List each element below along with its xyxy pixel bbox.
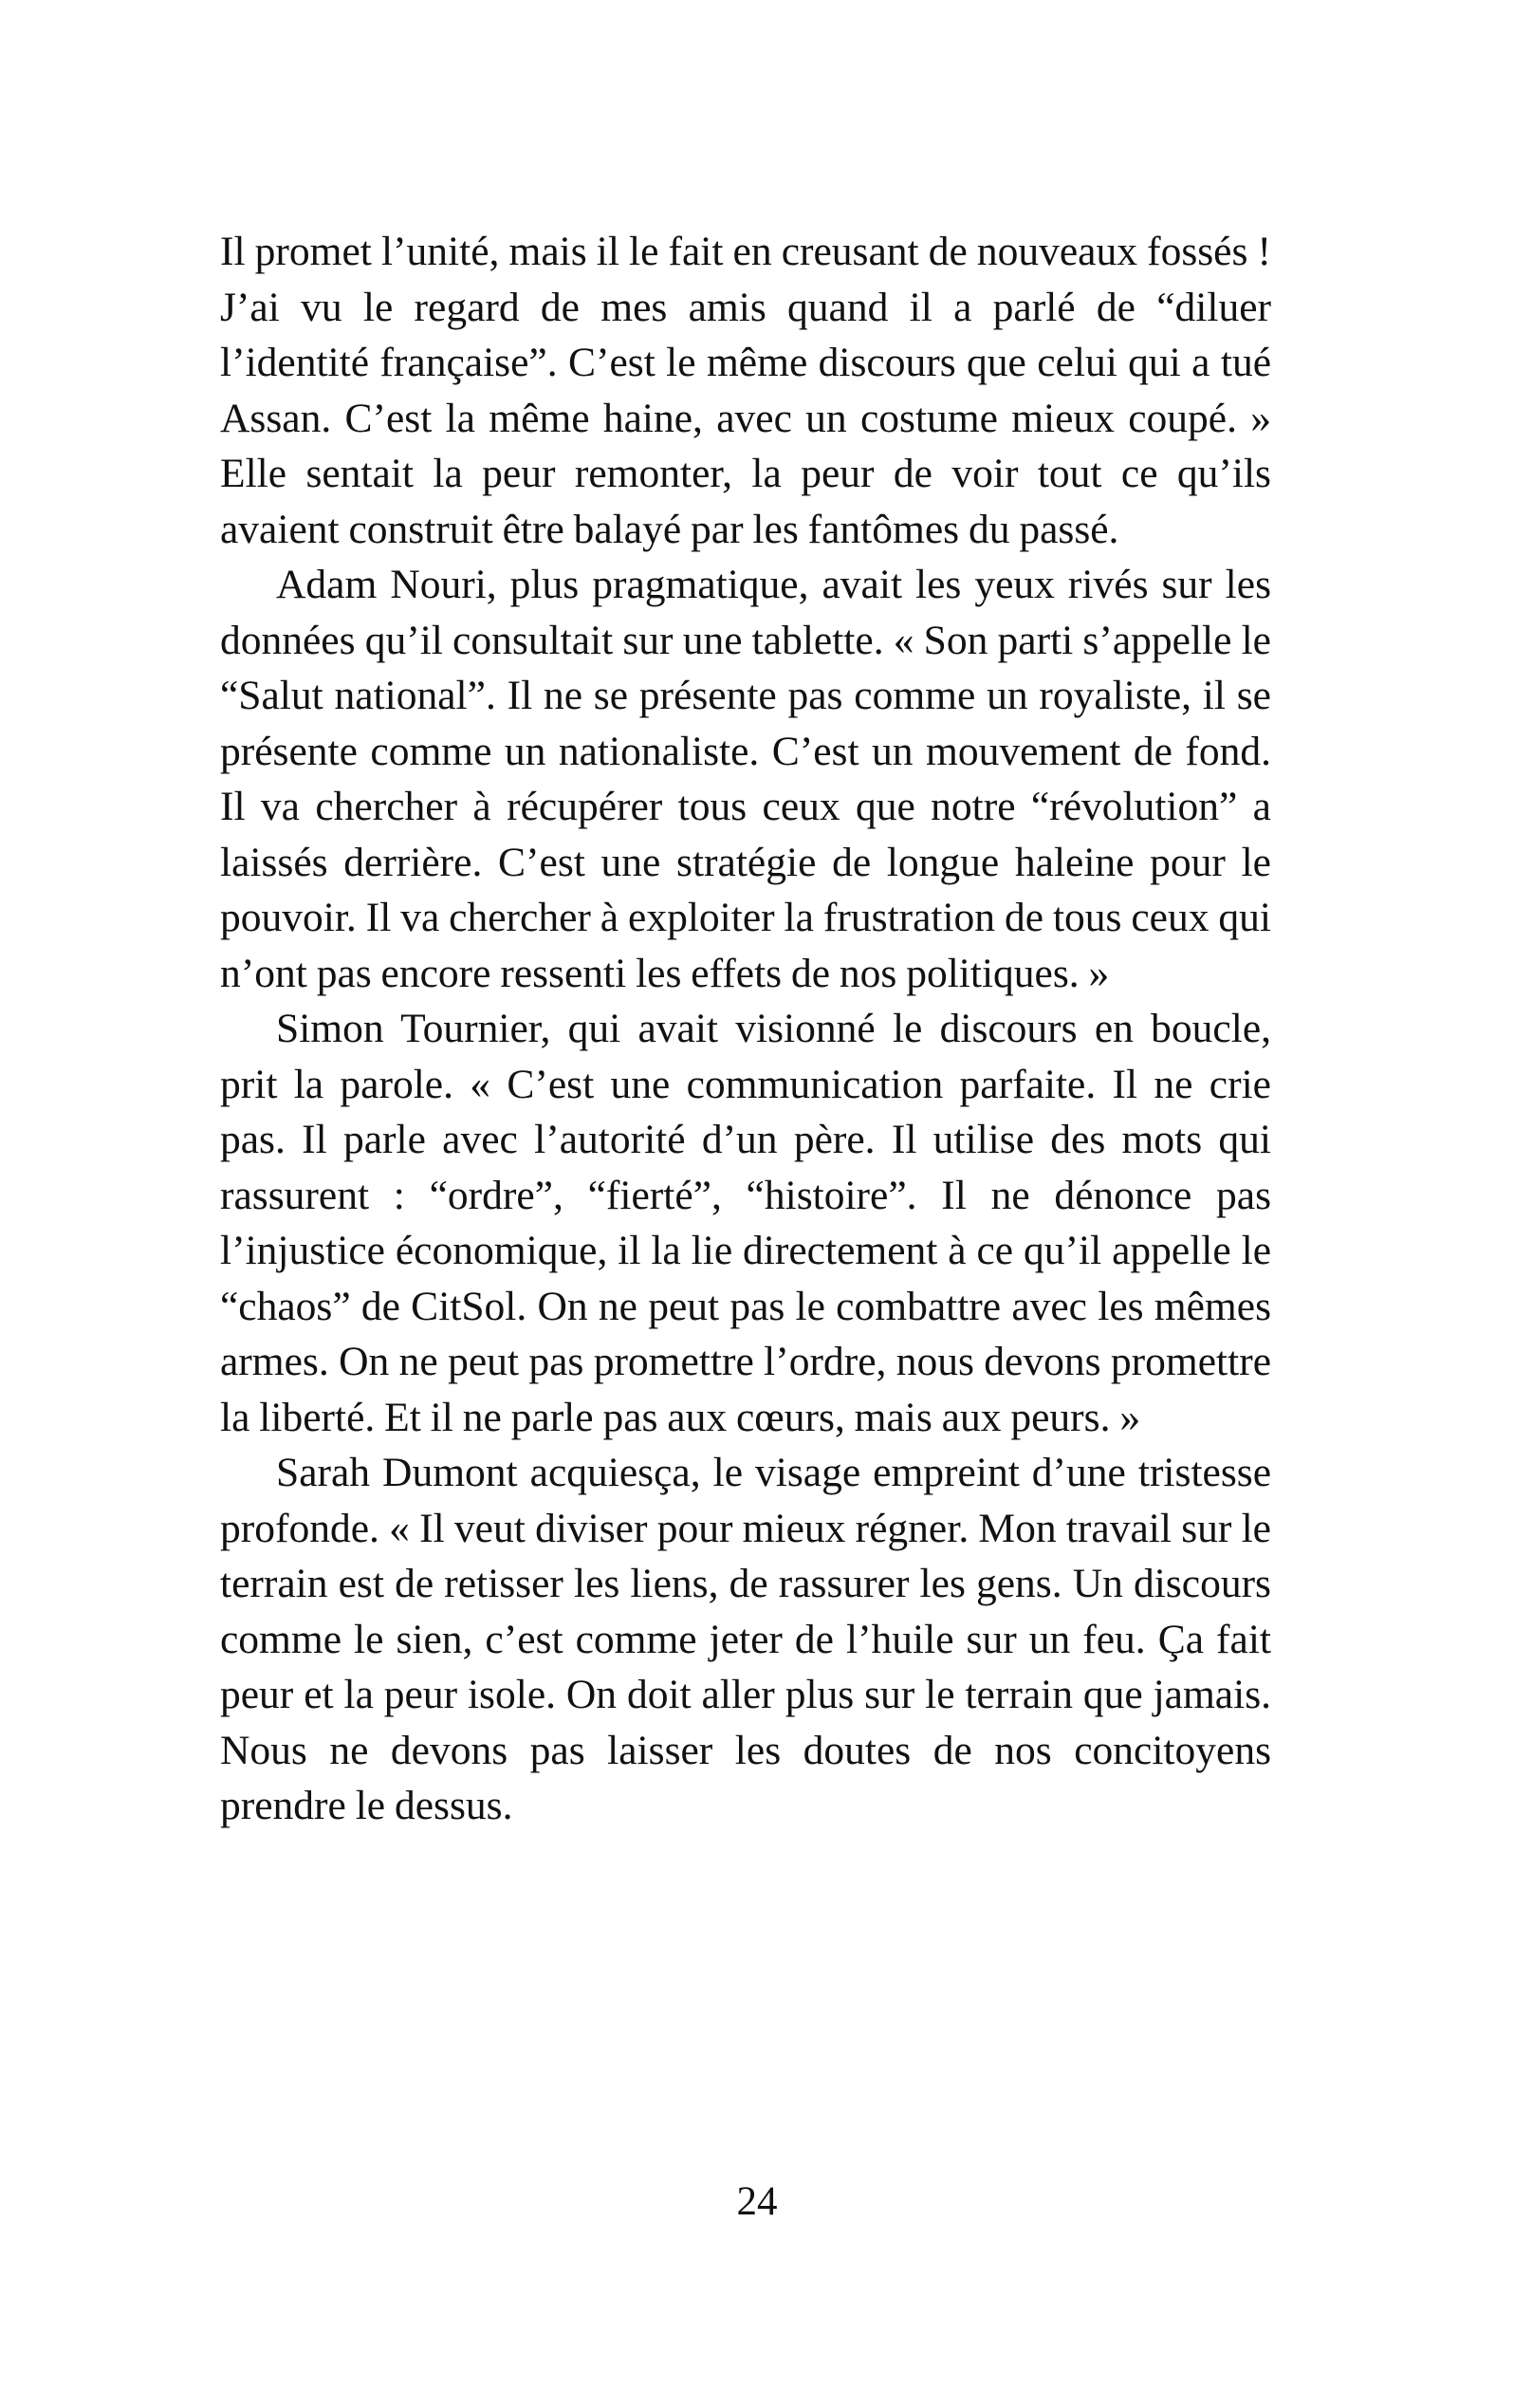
body-text — [220, 224, 1271, 1834]
paragraph-2: Adam Nouri, plus pragmatique, avait les yeux rivés sur les données qu’il consultait sur une tablette. « Son parti s’appelle le “Salut national”. Il ne se présente pas comme un royaliste, il se présente comme un nationaliste. C’est un mouvement de fond. Il va chercher à récupérer tous ceux que notre “révolution” a laissés derrière. C’est une stratégie de longue haleine pour le pouvoir. Il va chercher à exploiter la frustration de tous ceux qui n’ont pas encore ressenti les effets de nos politiques. » — [220, 562, 1271, 996]
page-number: 24 — [736, 2179, 778, 2224]
paragraph-3: Simon Tournier, qui avait visionné le discours en boucle, prit la parole. « C’est une communication parfaite. Il ne crie pas. Il parle avec l’autorité d’un père. Il utilise des mots qui rassurent : “ordre”, “fierté”, “histoire”. Il ne dénonce pas l’injustice économique, il la lie directement à ce qu’il appelle le “chaos” de CitSol. On ne peut pas le combattre avec les mêmes armes. On ne peut pas promettre l’ordre, nous devons promettre la liberté. Et il ne parle pas aux cœurs, mais aux peurs. » — [220, 1006, 1271, 1440]
paragraph-1: Il promet l’unité, mais il le fait en creusant de nouveaux fossés ! J’ai vu le regard de mes amis quand il a parlé de “diluer l’identité française”. C’est le même discours que celui qui a tué Assan. C’est la même haine, avec un costume mieux coupé. » Elle sentait la peur remonter, la peur de voir tout ce qu’ils avaient construit être balayé par les fantômes du passé. — [220, 229, 1271, 552]
paragraph-4: Sarah Dumont acquiesça, le visage empreint d’une tristesse profonde. « Il veut diviser pour mieux régner. Mon travail sur le terrain est de retisser les liens, de rassurer les gens. Un discours comme le sien, c’est comme jeter de l’huile sur un feu. Ça fait peur et la peur isole. On doit aller plus sur le terrain que jamais. Nous ne devons pas laisser les doutes de nos concitoyens prendre le dessus. — [220, 1450, 1271, 1828]
